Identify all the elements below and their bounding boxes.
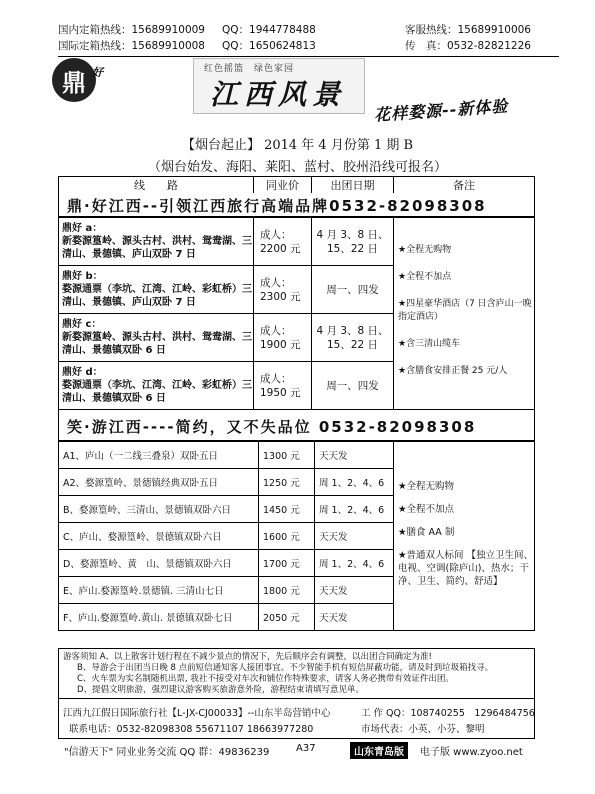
price-cell bbox=[254, 218, 312, 266]
note-item: ★全程无购物 bbox=[398, 481, 455, 492]
section1-brand-text: 鼎·好江西--引领江西旅行高端品牌0532-82098308 bbox=[67, 197, 487, 215]
contact-value: 0532-82098308 55671107 18663977280 bbox=[116, 724, 314, 735]
price-cell bbox=[254, 314, 312, 362]
note-item: ★膳食 AA 制 bbox=[398, 527, 455, 538]
price-cell bbox=[254, 362, 312, 410]
section2-notes bbox=[394, 442, 535, 631]
note-item: ★四星豪华酒店（7 日含庐山一晚指定酒店） bbox=[398, 299, 532, 322]
domestic-phone: 15689910009 bbox=[131, 24, 205, 36]
fax-number: 0532-82821226 bbox=[447, 40, 531, 52]
section2-brand bbox=[58, 409, 535, 441]
banner-title: 江西风景 bbox=[210, 78, 347, 111]
table-row bbox=[59, 442, 535, 469]
qq1-number: 1944778488 bbox=[249, 24, 316, 36]
note-item: ★含膳食安排正餐 25 元/人 bbox=[398, 366, 508, 376]
date-cell: 周 1、2、4、6 bbox=[315, 496, 394, 523]
contact-phone bbox=[69, 721, 313, 735]
service-phone: 15689910006 bbox=[457, 24, 531, 36]
date-cell: 天天发 bbox=[315, 442, 394, 469]
date-cell: 4 月 3、8 日、15、22 日 bbox=[312, 218, 394, 266]
price-cell: 1700 元 bbox=[259, 550, 315, 577]
edition-link[interactable]: 电子版 www.zyoo.net bbox=[420, 747, 523, 758]
work-qq-label: 工 作 QQ： bbox=[361, 708, 411, 719]
domestic-label: 国内定箱热线： bbox=[58, 24, 132, 36]
note-item: ★含三清山缆车 bbox=[398, 339, 461, 349]
price-label: 成人： bbox=[260, 228, 292, 241]
sub-line: （烟台始发、海阳、莱阳、蓝村、胶州沿线可报名） bbox=[147, 160, 447, 175]
qq-group: "信游天下" 同业业务交流 QQ 群：49836239 bbox=[64, 747, 270, 758]
qq1-line bbox=[222, 23, 316, 37]
table-row bbox=[59, 218, 535, 266]
header-divider bbox=[58, 56, 559, 57]
slogan: 花样婺源--新体验 bbox=[373, 96, 509, 125]
market-value: 小英、小芬、黎明 bbox=[408, 724, 485, 735]
route-cell bbox=[59, 362, 254, 410]
price-cell: 1600 元 bbox=[259, 523, 315, 550]
col-price: 同业价 bbox=[254, 177, 312, 194]
work-qq-value: 108740255 1296484756 bbox=[410, 708, 535, 719]
price-cell: 1450 元 bbox=[259, 496, 315, 523]
company-name: 江西九江假日国际旅行社【L-JX-CJ00033】--山东半岛营销中心 bbox=[63, 708, 331, 719]
route-cell: D、婺源篁岭、黄 山、景德镇双卧六日 bbox=[59, 550, 259, 577]
section2-brand-text: 笑·游江西----简约，又不失品位 0532-82098308 bbox=[67, 418, 477, 436]
route-desc: 新婺源篁岭、源头古村、洪村、鸳鸯湖、三清山、景德镇、庐山双卧 7 日 bbox=[62, 236, 252, 260]
qq2-line bbox=[222, 39, 316, 53]
notice-line: B、导游会于出团当日晚 8 点前短信通知客人接团事宜。不少智能手机有短信屏蔽功能，请及时到垃圾箱找寻。 bbox=[77, 663, 494, 673]
table-header bbox=[58, 176, 535, 194]
service-label: 客服热线： bbox=[405, 24, 458, 36]
price-cell bbox=[254, 266, 312, 314]
brand-logo bbox=[52, 58, 96, 102]
page-number: A37 bbox=[296, 743, 316, 754]
price-cell: 1250 元 bbox=[259, 469, 315, 496]
qq2-label: QQ： bbox=[222, 40, 250, 52]
date-cell: 天天发 bbox=[315, 577, 394, 604]
intl-label: 国际定箱热线： bbox=[58, 40, 132, 52]
market-label: 市场代表： bbox=[361, 724, 409, 735]
section1-notes bbox=[394, 218, 535, 410]
route-name: 鼎好 a： bbox=[62, 223, 103, 234]
section2-table bbox=[58, 441, 535, 631]
logo-sub: 好 bbox=[92, 66, 103, 79]
banner-tagline: 红色摇篮 绿色家园 bbox=[204, 64, 295, 74]
note-item: ★全程无购物 bbox=[398, 245, 452, 255]
edition-badge: 山东青岛版 bbox=[350, 742, 408, 759]
notice-line: D、提倡文明旅游，强烈建议游客购买旅游意外险，游程结束请填写意见单。 bbox=[77, 685, 365, 695]
col-route: 线 路 bbox=[59, 177, 254, 194]
col-notes: 备注 bbox=[394, 177, 535, 194]
note-item: ★普通双人标间 【独立卫生间、电视、空调(除庐山)、热水；干净、卫生、简约、舒适】 bbox=[398, 550, 534, 587]
note-item: ★全程不加点 bbox=[398, 504, 455, 515]
price-cell: 1800 元 bbox=[259, 577, 315, 604]
route-cell: F、庐山.婺源篁岭.黄山. 景德镇双卧七日 bbox=[59, 604, 259, 631]
notice-box bbox=[58, 648, 535, 699]
note-item: ★全程不加点 bbox=[398, 272, 452, 282]
price-cell: 2050 元 bbox=[259, 604, 315, 631]
route-cell: C、庐山、婺源篁岭、景德镇双卧六日 bbox=[59, 523, 259, 550]
date-cell: 周一、四发 bbox=[312, 362, 394, 410]
fax-label: 传 真： bbox=[405, 40, 447, 52]
route-cell: E、庐山.婺源篁岭.景德镇. 三清山七日 bbox=[59, 577, 259, 604]
price-cell: 1300 元 bbox=[259, 442, 315, 469]
price-value: 2300 元 bbox=[260, 290, 301, 303]
service-hotline bbox=[405, 23, 531, 37]
qq2-number: 1650624813 bbox=[249, 40, 316, 52]
section1-brand bbox=[58, 193, 535, 217]
route-name: 鼎好 b： bbox=[62, 271, 103, 282]
route-desc: 婺源通票（李坑、江湾、江岭、彩虹桥）三清山、景德镇双卧 6 日 bbox=[62, 380, 252, 404]
price-value: 1950 元 bbox=[260, 386, 301, 399]
logo-char: 鼎 bbox=[62, 67, 86, 97]
route-cell bbox=[59, 218, 254, 266]
price-value: 1900 元 bbox=[260, 338, 301, 351]
domestic-hotline bbox=[58, 23, 205, 37]
date-cell: 周一、四发 bbox=[312, 266, 394, 314]
price-label: 成人： bbox=[260, 324, 292, 337]
price-value: 2200 元 bbox=[260, 242, 301, 255]
col-date: 出团日期 bbox=[312, 177, 394, 194]
intl-hotline bbox=[58, 39, 205, 53]
date-cell: 周 1、2、4、6 bbox=[315, 469, 394, 496]
date-cell: 天天发 bbox=[315, 604, 394, 631]
issue-line: 【烟台起止】 2014 年 4 月份第 1 期 B bbox=[181, 138, 414, 153]
route-cell bbox=[59, 314, 254, 362]
date-cell: 4 月 3、8 日、15、22 日 bbox=[312, 314, 394, 362]
route-cell: A1、庐山（一二线三叠泉）双卧五日 bbox=[59, 442, 259, 469]
market-rep bbox=[361, 721, 485, 735]
price-label: 成人： bbox=[260, 372, 292, 385]
route-desc: 新婺源篁岭、源头古村、洪村、鸳鸯湖、三清山、景德镇双卧 6 日 bbox=[62, 332, 252, 356]
date-cell: 周 1、2、4、6 bbox=[315, 550, 394, 577]
contact-label: 联系电话： bbox=[69, 724, 117, 735]
qq1-label: QQ： bbox=[222, 24, 250, 36]
footer-box bbox=[58, 699, 535, 739]
route-cell: B、婺源篁岭、三清山、景德镇双卧六日 bbox=[59, 496, 259, 523]
route-cell bbox=[59, 266, 254, 314]
price-label: 成人： bbox=[260, 276, 292, 289]
notice-line: C、火车票为实名制随机出票, 我社不接受对车次和铺位作特殊要求，请客人务必携带有效证件出团。 bbox=[77, 674, 454, 684]
work-qq bbox=[361, 705, 535, 719]
notice-line: 游客须知 A、以上散客计划行程在不减少景点的情况下，先后顺序会有调整，以出团合同确定为准! bbox=[63, 652, 432, 662]
route-name: 鼎好 d： bbox=[62, 367, 103, 378]
route-desc: 婺源通票（李坑、江湾、江岭、彩虹桥）三清山、景德镇、庐山双卧 7 日 bbox=[62, 284, 252, 308]
section1-table bbox=[58, 217, 535, 410]
fax-line bbox=[405, 39, 531, 53]
intl-phone: 15689910008 bbox=[131, 40, 205, 52]
route-name: 鼎好 c： bbox=[62, 319, 102, 330]
route-cell: A2、婺源篁岭、景德镇经典双卧五日 bbox=[59, 469, 259, 496]
date-cell: 天天发 bbox=[315, 523, 394, 550]
